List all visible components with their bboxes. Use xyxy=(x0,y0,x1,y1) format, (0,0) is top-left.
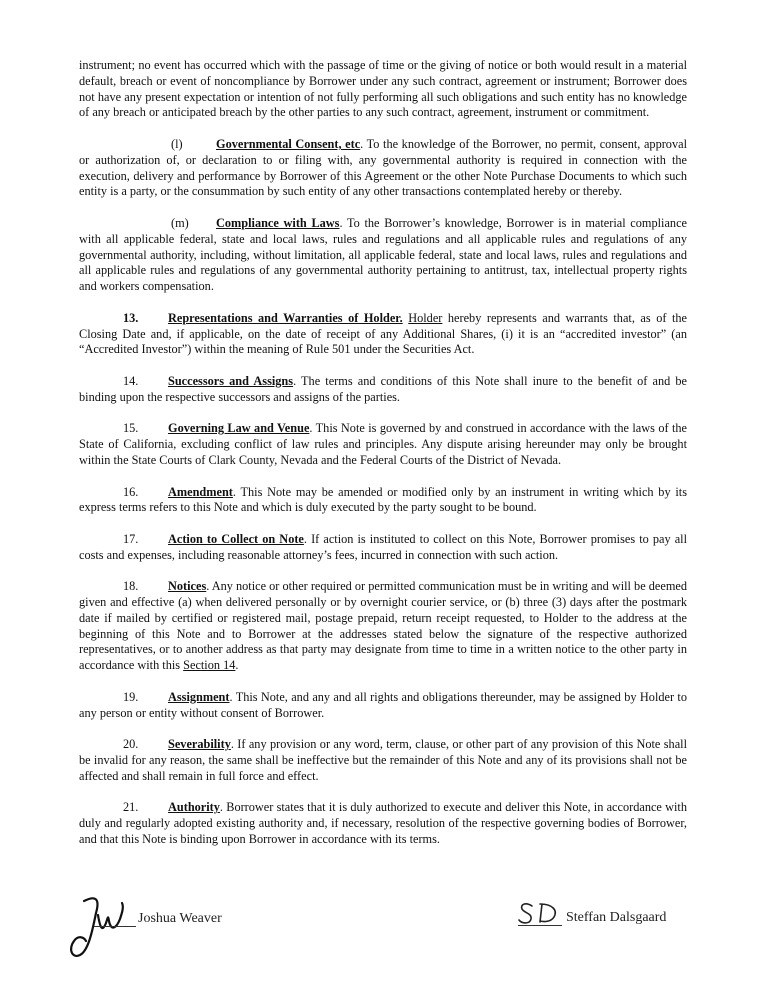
subsection-number: (l) xyxy=(171,136,183,151)
holder-term: Holder xyxy=(408,310,443,325)
section-number: 14. xyxy=(123,373,139,388)
section-heading: Action to Collect on Note xyxy=(168,531,304,546)
section-heading: Governing Law and Venue xyxy=(168,421,310,436)
section-21 xyxy=(79,800,687,847)
section-text: . Borrower states that it is duly authorized to execute and deliver this Note, in accordance with duly and regularly adopted existing authority and, if necessary, resolution of the respective governing bodies of Borrower, and that this Note is binding upon Borrower in accordance with its terms. xyxy=(79,800,687,847)
section-heading: Severability xyxy=(168,737,231,752)
section-number: 13. xyxy=(123,310,139,325)
section-17 xyxy=(79,532,687,564)
section-heading: Assignment xyxy=(168,689,230,704)
section-15 xyxy=(79,421,687,468)
section-19 xyxy=(79,690,687,722)
section-number: 16. xyxy=(123,484,139,499)
section-number: 20. xyxy=(123,737,139,752)
section-heading: Authority xyxy=(168,800,220,815)
signature-joshua-weaver xyxy=(66,893,256,963)
subsection-l xyxy=(79,137,687,200)
section-text: . This Note may be amended or modified only by an instrument in writing which by its express terms refers to this Note and which is duly executed by the party sought to be bound. xyxy=(79,484,687,515)
section-reference: Section 14 xyxy=(183,658,236,673)
signature-steffan-dalsgaard xyxy=(516,900,716,940)
section-number: 17. xyxy=(123,531,139,546)
signer-name-left: Joshua Weaver xyxy=(138,911,222,926)
section-13 xyxy=(79,311,687,358)
section-text: . The terms and conditions of this Note shall inure to the benefit of and be binding upon the respective successors and assigns of the parties. xyxy=(79,373,687,404)
section-16 xyxy=(79,485,687,517)
section-text: . This Note, and any and all rights and obligations thereunder, may be assigned by Holder to any person or entity without consent of Borrower. xyxy=(79,689,687,720)
section-text-end: . xyxy=(235,658,239,673)
section-18 xyxy=(79,579,687,674)
section-number: 18. xyxy=(123,579,139,594)
section-text: . If any provision or any word, term, clause, or other part of any provision of this Note shall be invalid for any reason, the same shall be ineffective but the remainder of this Note and any of its provisions shall not be affected and shall remain in full force and effect. xyxy=(79,737,687,783)
section-text: . If action is instituted to collect on this Note, Borrower promises to pay all costs and expenses, including reasonable attorney’s fees, incurred in connection with such action. xyxy=(79,531,687,562)
subsection-text: . To the knowledge of the Borrower, no permit, consent, approval or authorization of, or declaration to or filing with, any governmental authority is required in connection with the execution, delivery and performance by Borrower of this Agreement or the other Note Purchase Documents to which such entity is a party, or the consummation by such entity of any other transactions contemplated hereby or thereby. xyxy=(79,136,687,199)
section-number: 15. xyxy=(123,421,139,436)
subsection-text: . To the Borrower’s knowledge, Borrower is in material compliance with all applicable federal, state and local laws, rules and regulations and all applicable rules and regulations of any governmental authority, including, without limitation, all applicable federal, state and local laws, rules and regulations and all applicable rules and regulations of any governmental authority pertaining to antitrust, tax, intellectual property rights and workers compensation. xyxy=(79,215,687,294)
document-body xyxy=(79,58,687,864)
paragraph-text: instrument; no event has occurred which with the passage of time or the giving of notice or both would result in a material default, breach or event of noncompliance by Borrower under any such contract, agreement or instrument; Borrower does not have any present expectation or intention of not fully performing all such obligations and such entity has no knowledge of any breach or anticipated breach by the other parties to any such contract, agreement, instrument or commitment. xyxy=(79,58,687,120)
subsection-heading: Compliance with Laws xyxy=(216,215,340,230)
section-number: 21. xyxy=(123,800,139,815)
subsection-heading: Governmental Consent, etc xyxy=(216,136,361,151)
section-heading: Notices xyxy=(168,579,207,594)
section-number: 19. xyxy=(123,689,139,704)
paragraph-continuation xyxy=(79,58,687,121)
section-heading: Successors and Assigns xyxy=(168,373,294,388)
signature-line-right xyxy=(518,925,562,926)
section-text: . This Note is governed by and construed in accordance with the laws of the State of California, excluding conflict of law rules and principles. Any dispute arising hereunder may only be brought within the State Courts of Clark County, Nevada and the Federal Courts of the District of Nevada. xyxy=(79,421,687,467)
section-text: hereby represents and warrants that, as of the Closing Date and, if applicable, on the date of receipt of any Additional Shares, (i) it is an “accredited investor” (an “Accredited Investor”) within the meaning of Rule 501 under the Securities Act. xyxy=(79,310,687,357)
section-14 xyxy=(79,374,687,406)
section-heading: Amendment xyxy=(168,484,233,499)
handwritten-initials-jw xyxy=(66,893,146,963)
section-20 xyxy=(79,737,687,784)
subsection-number: (m) xyxy=(171,215,189,230)
subsection-m xyxy=(79,216,687,295)
section-text: . Any notice or other required or permitted communication must be in writing and will be deemed given and effective (a) when delivered personally or by overnight courier service, or (b) three (3) days after the postmark date if mailed by certified or registered mail, postage prepaid, return receipt requested, to Holder to the address at the beginning of this Note and to Borrower at the addresses stated below the signature of the respective authorized representatives, or to another address as that party may designate from time to time in a written notice to the other party in accordance with this xyxy=(79,579,687,673)
section-heading: Representations and Warranties of Holder. xyxy=(168,310,403,325)
signer-name-right: Steffan Dalsgaard xyxy=(566,910,667,925)
signature-line-left xyxy=(94,926,136,927)
